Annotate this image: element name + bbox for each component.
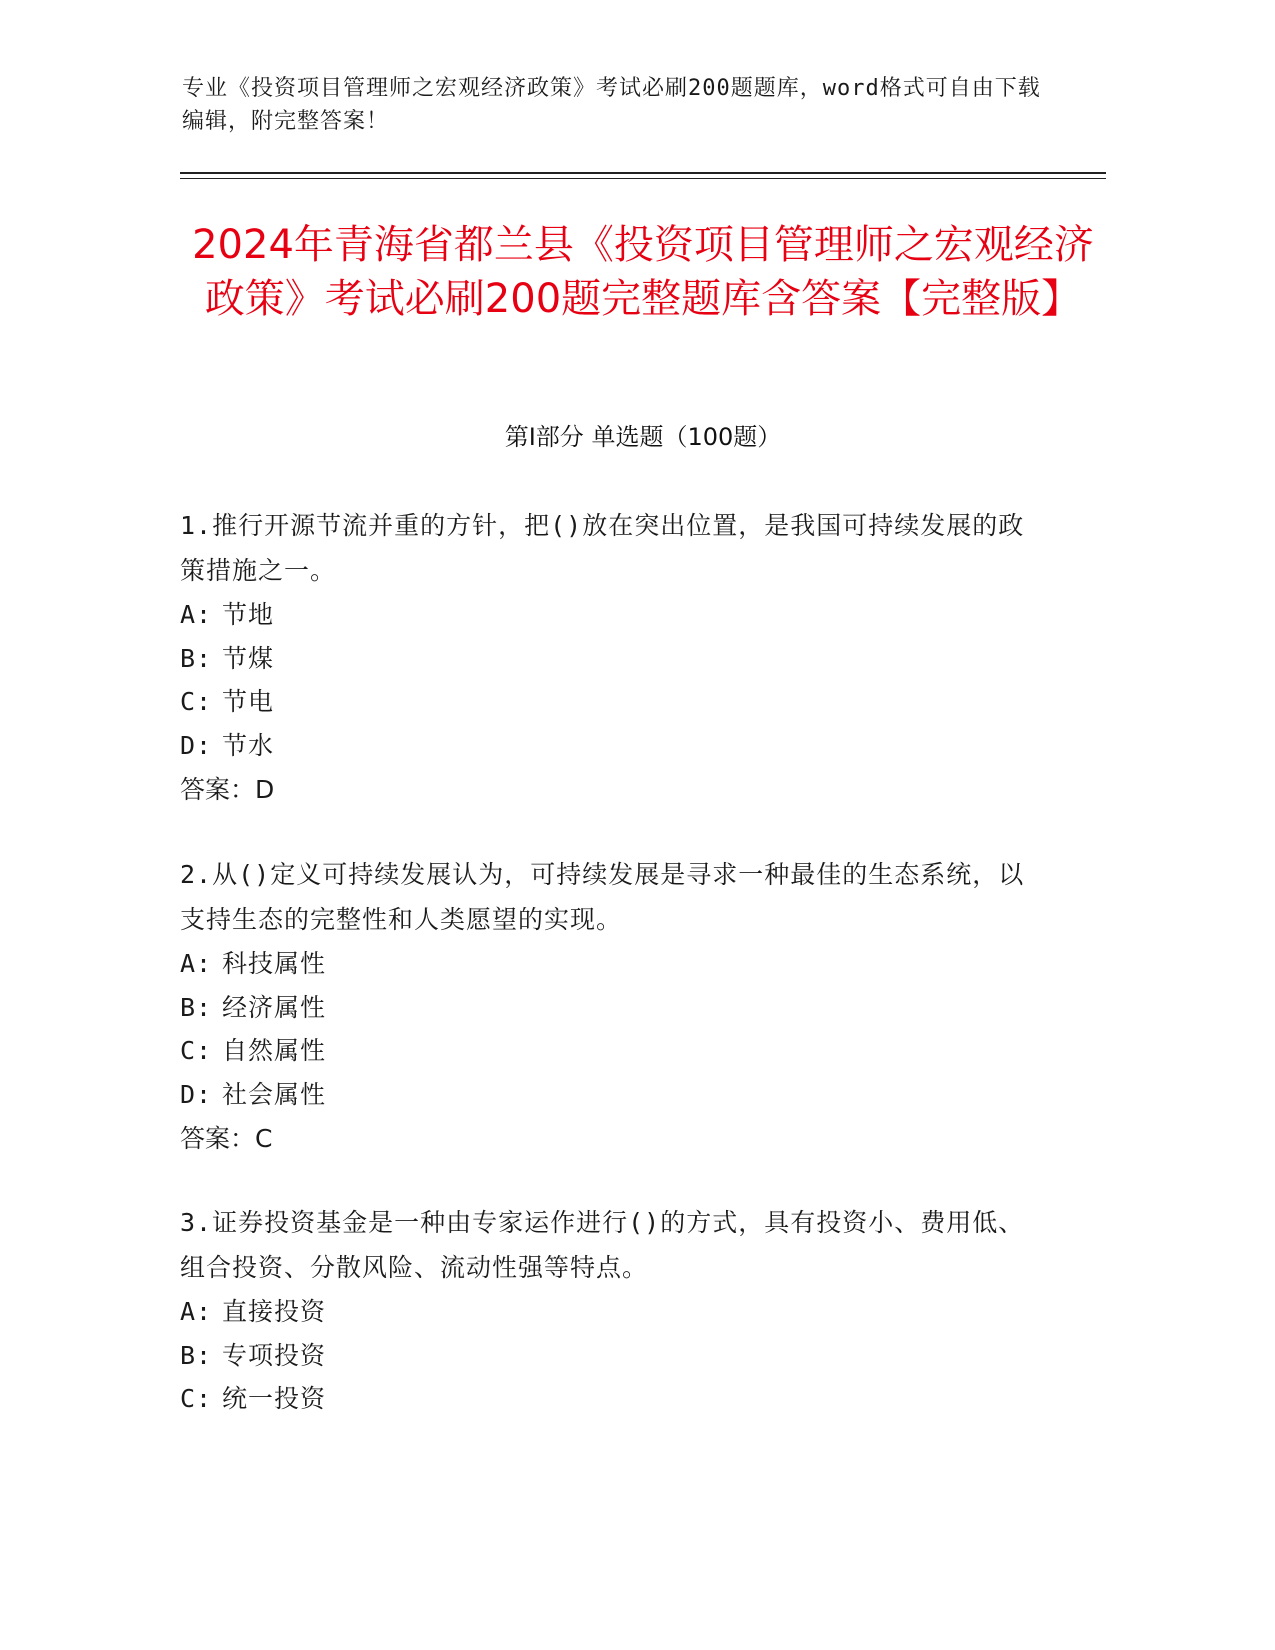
header-divider-thin (180, 178, 1106, 179)
option-b (180, 986, 1040, 1030)
option-text: 专项投资 (222, 1340, 327, 1370)
option-text: 科技属性 (222, 949, 327, 978)
option-text: 直接投资 (222, 1297, 327, 1326)
option-key: A: (180, 600, 213, 629)
option-text: 节地 (222, 600, 275, 629)
option-text: 节电 (222, 687, 275, 716)
option-key: B: (180, 1340, 213, 1370)
option-text: 统一投资 (222, 1384, 327, 1413)
option-key: A: (180, 949, 213, 978)
answer: 答案：C (180, 1124, 273, 1153)
section-heading: 第I部分 单选题（100题） (504, 423, 782, 451)
option-c (180, 680, 1040, 724)
option-c (180, 1377, 1040, 1421)
option-d (180, 724, 1040, 768)
answer: 答案：D (180, 775, 275, 804)
document-title: 2024年青海省都兰县《投资项目管理师之宏观经济政策》考试必刷200题完整题库含答案【完整版】 (192, 222, 1094, 322)
option-a (180, 1290, 1040, 1334)
header-divider-thick (180, 172, 1106, 174)
option-key: A: (180, 1297, 213, 1326)
option-key: D: (180, 730, 213, 760)
option-text: 节水 (222, 730, 275, 760)
option-text: 自然属性 (222, 1036, 327, 1065)
question-stem: 3.证券投资基金是一种由专家运作进行()的方式，具有投资小、费用低、组合投资、分散风险、流动性强等特点。 (180, 1208, 1025, 1282)
question-2 (180, 852, 1040, 1161)
option-a (180, 593, 1040, 637)
question-1 (180, 503, 1040, 812)
question-stem: 1.推行开源节流并重的方针，把()放在突出位置，是我国可持续发展的政策措施之一。 (180, 511, 1025, 585)
option-key: B: (180, 643, 213, 673)
option-key: D: (180, 1079, 213, 1109)
option-key: C: (180, 1384, 213, 1413)
option-key: C: (180, 1036, 213, 1065)
option-key: C: (180, 687, 213, 716)
option-key: B: (180, 992, 213, 1022)
question-3 (180, 1200, 1040, 1421)
option-b (180, 1334, 1040, 1378)
question-stem: 2.从()定义可持续发展认为，可持续发展是寻求一种最佳的生态系统，以支持生态的完整性和人类愿望的实现。 (180, 860, 1025, 934)
option-text: 节煤 (222, 643, 275, 673)
option-b (180, 637, 1040, 681)
option-d (180, 1073, 1040, 1117)
option-c (180, 1029, 1040, 1073)
option-text: 社会属性 (222, 1079, 327, 1109)
option-a (180, 942, 1040, 986)
option-text: 经济属性 (222, 992, 327, 1022)
header-note: 专业《投资项目管理师之宏观经济政策》考试必刷200题题库，word格式可自由下载编辑，附完整答案！ (182, 76, 1041, 134)
